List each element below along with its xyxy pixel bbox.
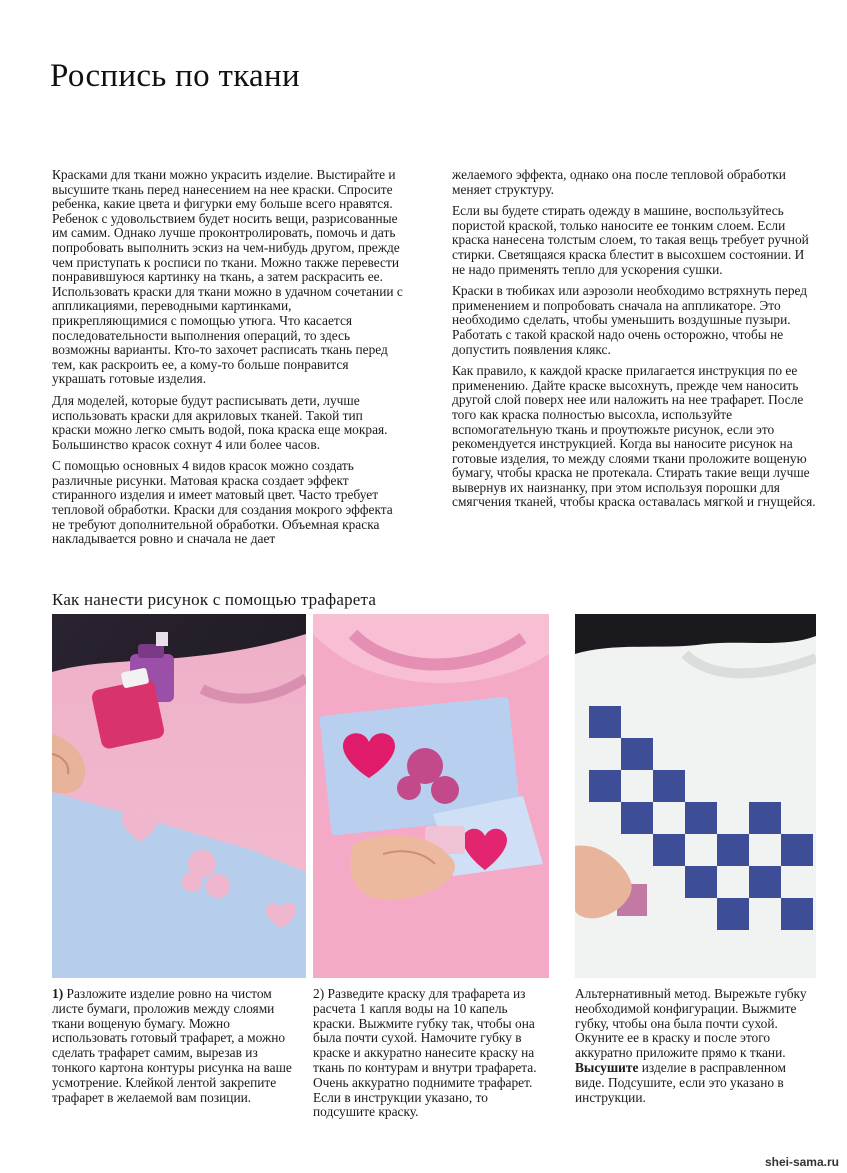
step-1-caption — [52, 987, 292, 1105]
site-watermark: shei-sama.ru — [764, 1155, 839, 1169]
paragraph: Как правило, к каждой краске прилагается инструкция по ее применению. Дайте краске высохнуть, прежде чем наносить другой слой поверх нее или наложить на нее трафарет. После того как краска полностью высохла, используйте вспомогательную ткань и проутюжьте рисунок, если это рекомендуется инструкцией. Когда вы наносите рисунок на готовые изделия, то между слоями ткани проложите вощеную бумагу, чтобы краска не протекала. Стирать такие вещи лучше вывернув их наизнанку, при этом используя порошки для смягчения тканей, чтобы краска оставалась мягкой и гнущейся. — [452, 363, 816, 510]
right-text-column — [452, 168, 816, 517]
paragraph: Для моделей, которые будут расписывать дети, лучше использовать краски для акриловых тканей. Такой тип краски можно легко смыть водой, пока краска еще мокрая. Большинство красок сохнут 4 или более часов. — [52, 392, 388, 452]
alternative-caption — [575, 987, 817, 1105]
step-text: Вырежьте губку необходимой конфигурации. Выжмите губку, чтобы она была почти сухой. Окуните ее в краску и после этого аккуратно приложите прямо к ткани. — [575, 986, 807, 1061]
step-label: 2) — [313, 986, 325, 1001]
step-label: 1) — [52, 986, 64, 1001]
paragraph: желаемого эффекта, однако она после тепловой обработки меняет структуру. — [452, 167, 786, 197]
paragraph: Красками для ткани можно украсить изделие. Выстирайте и высушите ткань перед нанесением на нее краски. Спросите ребенка, какие цвета и фигурки ему больше всего нравятся. Ребенок с удовольствием будет носить вещи, разрисованные им самим. Однако лучше проконтролировать, помочь и дать попробовать выполнить эскиз на чем-нибудь другом, прежде чем приступать к росписи по ткани. Можно также перевести понравившуюся картинку на ткань, а затем раскрасить ее. Использовать краски для ткани можно в удачном сочетании с аппликациями, переводными картинками, прикрепляющимися с помощью утюга. Что касается последовательности выполнения операций, то здесь возможны варианты. Кто-то захочет расписать ткань перед тем, как раскроить ее, а кому-то больше понравится украшать готовые изделия. — [52, 167, 403, 387]
paragraph: С помощью основных 4 видов красок можно создать различные рисунки. Матовая краска создает эффект стиранного изделия и имеет матовый цвет. Часто требует тепловой обработки. Краски для создания мокрого эффекта не требуют дополнительной обработки. Объемная краска накладывается ровно и сначала не дает — [52, 458, 393, 547]
step-lead: Альтернативный метод. — [575, 986, 711, 1001]
step-text: изделие в расправленном виде. Подсушите, если это указано в инструкции. — [575, 1059, 786, 1105]
step-2-caption — [313, 987, 549, 1120]
paragraph: Если вы будете стирать одежду в машине, воспользуйтесь пористой краской, только наносите ее тонким слоем. Если краска нанесена толстым слоем, то такая вещь требует ручной стирки. Светящаяся краска блестит в высохшем состоянии. И не надо применять тепло для ускорения сушки. — [452, 203, 809, 277]
photo-sponge-print-alternative — [575, 614, 816, 978]
left-text-column — [52, 168, 404, 554]
step-text: краску для трафарета из расчета 1 капля воды на 10 капель краски. Выжмите губку так, чтобы она была почти сухой. Намочите губку в краске и аккуратно нанесите краску на ткань по контурам и внутри трафарета. Очень аккуратно поднимите трафарет. Если в инструкции указано, то подсушите краску. — [313, 986, 537, 1120]
page-title: Роспись по ткани — [50, 58, 300, 94]
step-lead: Разложите — [66, 986, 127, 1001]
step-bold: Высушите — [575, 1059, 639, 1075]
step-lead: Разведите — [327, 986, 384, 1001]
section-heading: Как нанести рисунок с помощью трафарета — [52, 590, 377, 609]
photo-stencil-placement — [52, 614, 306, 978]
photo-sponge-painting — [313, 614, 549, 978]
step-text: изделие ровно на чистом листе бумаги, проложив между слоями ткани вощеную бумагу. Можно использовать готовый трафарет, а можно сделать трафарет самим, вырезав из тонкого картона контуры рисунка на ваше усмотрение. Клейкой лентой закрепите трафарет в желаемой вам позиции. — [52, 986, 292, 1105]
paragraph: Краски в тюбиках или аэрозоли необходимо встряхнуть перед применением и попробовать сначала на аппликаторе. Это необходимо сделать, чтобы уменьшить воздушные пузыри. Работать с такой краской надо очень осторожно, чтобы не допустить появления клякс. — [452, 283, 808, 357]
